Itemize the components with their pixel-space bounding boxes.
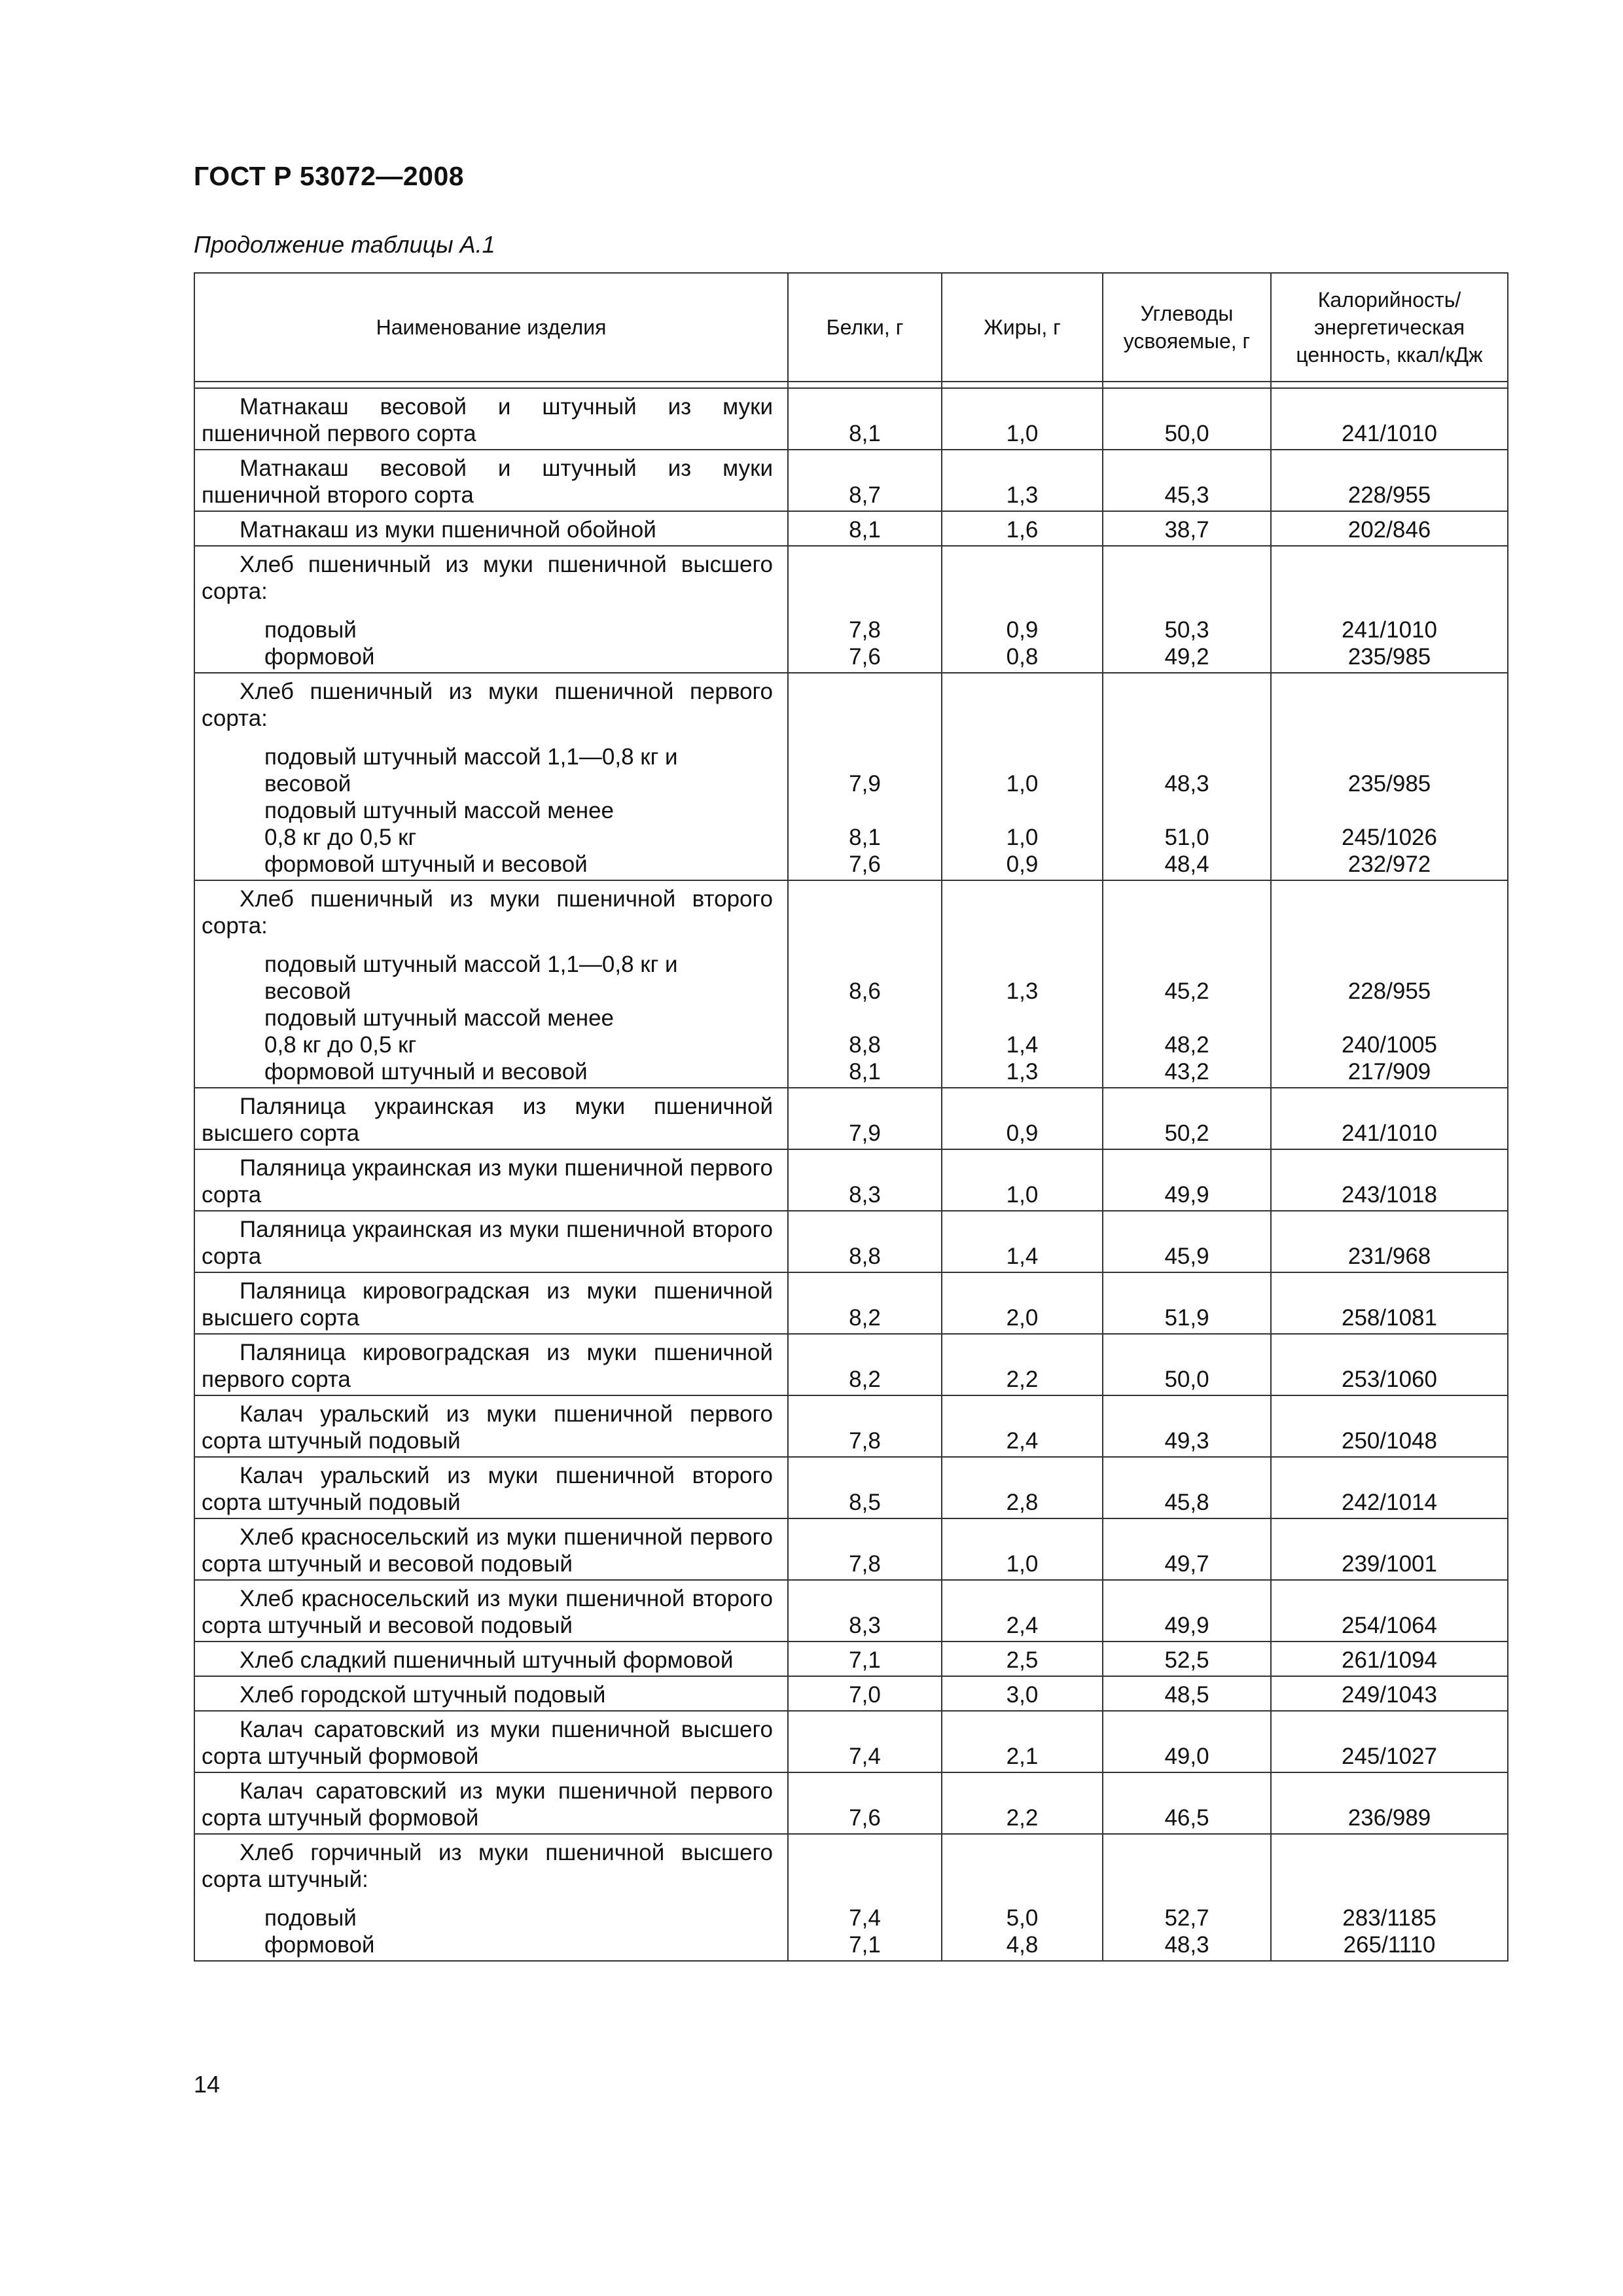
- sub-item-label: формовой штучный и весовой: [264, 1059, 588, 1085]
- carbs-cell: 50,0: [1103, 388, 1271, 450]
- fat-cell: 1,3: [942, 450, 1103, 511]
- carbs-cell: 46,5: [1103, 1772, 1271, 1834]
- fat-cell: 3,0: [942, 1676, 1103, 1711]
- table-row: [194, 1457, 1508, 1518]
- product-name: Паляница кировоградская из муки пшеничной высшего сорта: [194, 1272, 788, 1334]
- fat-cell: 5,0 4,8: [942, 1834, 1103, 1961]
- carbs-cell: 45,3: [1103, 450, 1271, 511]
- protein-cell: 7,6: [788, 1772, 942, 1834]
- fat-cell: 2,2: [942, 1334, 1103, 1395]
- calories-cell: 250/1048: [1271, 1395, 1508, 1457]
- sub-item-label: формовой: [264, 1932, 375, 1958]
- product-name: Матнакаш весовой и штучный из муки пшеничной первого сорта: [194, 388, 788, 450]
- protein-cell: 8,3: [788, 1580, 942, 1641]
- fat-cell: 2,2: [942, 1772, 1103, 1834]
- sub-item-label: подовый: [264, 617, 357, 643]
- table-row-group: [194, 546, 1508, 673]
- table-row: [194, 1272, 1508, 1334]
- carbs-cell: 50,2: [1103, 1088, 1271, 1149]
- table-row: [194, 1334, 1508, 1395]
- carbs-cell: 51,9: [1103, 1272, 1271, 1334]
- protein-cell: 8,1: [788, 511, 942, 546]
- column-header-carbs: Углеводы усвояемые, г: [1103, 273, 1271, 382]
- nutrition-table: [194, 272, 1507, 1962]
- product-group-name: Хлеб пшеничный из муки пшеничной высшего сорта: подовый формовой: [194, 546, 788, 673]
- carbs-cell: 52,5: [1103, 1641, 1271, 1676]
- table-row: [194, 450, 1508, 511]
- protein-cell: 7,9 8,1 7,6: [788, 673, 942, 880]
- fat-cell: 1,4: [942, 1211, 1103, 1272]
- calories-cell: 231/968: [1271, 1211, 1508, 1272]
- protein-cell: 8,7: [788, 450, 942, 511]
- fat-cell: 2,5: [942, 1641, 1103, 1676]
- column-header-calories: Калорийность/ энергетическая ценность, ккал/кДж: [1271, 273, 1508, 382]
- carbs-cell: 49,3: [1103, 1395, 1271, 1457]
- protein-cell: 8,3: [788, 1149, 942, 1211]
- protein-cell: 8,2: [788, 1272, 942, 1334]
- carbs-cell: 45,2 48,2 43,2: [1103, 880, 1271, 1088]
- sub-item-label: подовый: [264, 1905, 357, 1931]
- calories-cell: 243/1018: [1271, 1149, 1508, 1211]
- table-row: [194, 388, 1508, 450]
- protein-cell: 8,2: [788, 1334, 942, 1395]
- fat-cell: 2,4: [942, 1580, 1103, 1641]
- table-row: [194, 1149, 1508, 1211]
- table-caption: Продолжение таблицы А.1: [194, 231, 495, 258]
- fat-cell: 2,4: [942, 1395, 1103, 1457]
- calories-cell: 241/1010: [1271, 388, 1508, 450]
- sub-item-label: подовый штучный массой 1,1—0,8 кг и: [264, 744, 678, 770]
- sub-item-label: весовой: [264, 978, 351, 1004]
- sub-item-label: подовый штучный массой 1,1—0,8 кг и: [264, 952, 678, 977]
- calories-cell: 202/846: [1271, 511, 1508, 546]
- sub-item-label: формовой: [264, 644, 375, 670]
- product-name: Калач саратовский из муки пшеничной первого сорта штучный формовой: [194, 1772, 788, 1834]
- header-separator: [194, 382, 1508, 388]
- table-row: [194, 1580, 1508, 1641]
- carbs-cell: 50,0: [1103, 1334, 1271, 1395]
- sub-item-label: подовый штучный массой менее: [264, 1005, 615, 1031]
- sub-item-label: 0,8 кг до 0,5 кг: [264, 1032, 417, 1058]
- fat-cell: 0,9 0,8: [942, 546, 1103, 673]
- calories-cell: 235/985 245/1026 232/972: [1271, 673, 1508, 880]
- product-group-name: Хлеб пшеничный из муки пшеничной второго сорта: подовый штучный массой 1,1—0,8 кг и весовой подовый штучный массой менее 0,8 кг до 0,5 кг формовой штучный и весовой: [194, 880, 788, 1088]
- calories-cell: 261/1094: [1271, 1641, 1508, 1676]
- table-row-group: [194, 673, 1508, 880]
- fat-cell: 1,0 1,0 0,9: [942, 673, 1103, 880]
- carbs-cell: 50,3 49,2: [1103, 546, 1271, 673]
- product-name: Калач уральский из муки пшеничной второго сорта штучный подовый: [194, 1457, 788, 1518]
- sub-item-label: 0,8 кг до 0,5 кг: [264, 825, 417, 850]
- table-row: [194, 1641, 1508, 1676]
- fat-cell: 0,9: [942, 1088, 1103, 1149]
- fat-cell: 2,8: [942, 1457, 1103, 1518]
- calories-cell: 283/1185 265/1110: [1271, 1834, 1508, 1961]
- carbs-cell: 49,0: [1103, 1711, 1271, 1772]
- document-code: ГОСТ Р 53072—2008: [194, 161, 465, 191]
- product-name: Паляница украинская из муки пшеничной второго сорта: [194, 1211, 788, 1272]
- table-row: [194, 511, 1508, 546]
- carbs-cell: 49,7: [1103, 1518, 1271, 1580]
- fat-cell: 1,6: [942, 511, 1103, 546]
- product-name: Хлеб городской штучный подовый: [194, 1676, 788, 1711]
- column-header-protein: Белки, г: [788, 273, 942, 382]
- product-name: Матнакаш из муки пшеничной обойной: [194, 511, 788, 546]
- carbs-cell: 48,5: [1103, 1676, 1271, 1711]
- calories-cell: 254/1064: [1271, 1580, 1508, 1641]
- fat-cell: 2,0: [942, 1272, 1103, 1334]
- protein-cell: 8,5: [788, 1457, 942, 1518]
- fat-cell: 1,0: [942, 388, 1103, 450]
- sub-item-label: подовый штучный массой менее: [264, 798, 615, 823]
- column-header-fat: Жиры, г: [942, 273, 1103, 382]
- page-number: 14: [194, 2071, 221, 2098]
- table-row: [194, 1711, 1508, 1772]
- calories-cell: 249/1043: [1271, 1676, 1508, 1711]
- fat-cell: 2,1: [942, 1711, 1103, 1772]
- calories-cell: 241/1010 235/985: [1271, 546, 1508, 673]
- protein-cell: 8,6 8,8 8,1: [788, 880, 942, 1088]
- table-row: [194, 1395, 1508, 1457]
- carbs-cell: 49,9: [1103, 1149, 1271, 1211]
- product-name: Калач саратовский из муки пшеничной высшего сорта штучный формовой: [194, 1711, 788, 1772]
- protein-cell: 7,4 7,1: [788, 1834, 942, 1961]
- product-name: Калач уральский из муки пшеничной первого сорта штучный подовый: [194, 1395, 788, 1457]
- carbs-cell: 49,9: [1103, 1580, 1271, 1641]
- product-name: Хлеб сладкий пшеничный штучный формовой: [194, 1641, 788, 1676]
- calories-cell: 236/989: [1271, 1772, 1508, 1834]
- calories-cell: 239/1001: [1271, 1518, 1508, 1580]
- calories-cell: 258/1081: [1271, 1272, 1508, 1334]
- table-row-group: [194, 1834, 1508, 1961]
- calories-cell: 228/955 240/1005 217/909: [1271, 880, 1508, 1088]
- table-row-group: [194, 880, 1508, 1088]
- calories-cell: 253/1060: [1271, 1334, 1508, 1395]
- product-name: Паляница украинская из муки пшеничной первого сорта: [194, 1149, 788, 1211]
- protein-cell: 7,4: [788, 1711, 942, 1772]
- protein-cell: 8,1: [788, 388, 942, 450]
- product-name: Паляница кировоградская из муки пшеничной первого сорта: [194, 1334, 788, 1395]
- carbs-cell: 52,7 48,3: [1103, 1834, 1271, 1961]
- calories-cell: 245/1027: [1271, 1711, 1508, 1772]
- table-row: [194, 1676, 1508, 1711]
- protein-cell: 7,8: [788, 1518, 942, 1580]
- table-header-row: [194, 273, 1508, 382]
- protein-cell: 7,8: [788, 1395, 942, 1457]
- table-row: [194, 1088, 1508, 1149]
- calories-cell: 241/1010: [1271, 1088, 1508, 1149]
- sub-item-label: формовой штучный и весовой: [264, 852, 588, 877]
- product-name: Хлеб красносельский из муки пшеничной первого сорта штучный и весовой подовый: [194, 1518, 788, 1580]
- carbs-cell: 45,8: [1103, 1457, 1271, 1518]
- table-row: [194, 1211, 1508, 1272]
- protein-cell: 7,8 7,6: [788, 546, 942, 673]
- product-group-name: Хлеб горчичный из муки пшеничной высшего сорта штучный: подовый формовой: [194, 1834, 788, 1961]
- protein-cell: 7,0: [788, 1676, 942, 1711]
- fat-cell: 1,3 1,4 1,3: [942, 880, 1103, 1088]
- protein-cell: 7,1: [788, 1641, 942, 1676]
- table-row: [194, 1772, 1508, 1834]
- product-name: Матнакаш весовой и штучный из муки пшеничной второго сорта: [194, 450, 788, 511]
- fat-cell: 1,0: [942, 1149, 1103, 1211]
- carbs-cell: 48,3 51,0 48,4: [1103, 673, 1271, 880]
- calories-cell: 242/1014: [1271, 1457, 1508, 1518]
- fat-cell: 1,0: [942, 1518, 1103, 1580]
- protein-cell: 8,8: [788, 1211, 942, 1272]
- product-name: Паляница украинская из муки пшеничной высшего сорта: [194, 1088, 788, 1149]
- carbs-cell: 38,7: [1103, 511, 1271, 546]
- product-group-name: Хлеб пшеничный из муки пшеничной первого сорта: подовый штучный массой 1,1—0,8 кг и весовой подовый штучный массой менее 0,8 кг до 0,5 кг формовой штучный и весовой: [194, 673, 788, 880]
- calories-cell: 228/955: [1271, 450, 1508, 511]
- table-row: [194, 1518, 1508, 1580]
- column-header-name: Наименование изделия: [194, 273, 788, 382]
- sub-item-label: весовой: [264, 771, 351, 797]
- product-name: Хлеб красносельский из муки пшеничной второго сорта штучный и весовой подовый: [194, 1580, 788, 1641]
- carbs-cell: 45,9: [1103, 1211, 1271, 1272]
- protein-cell: 7,9: [788, 1088, 942, 1149]
